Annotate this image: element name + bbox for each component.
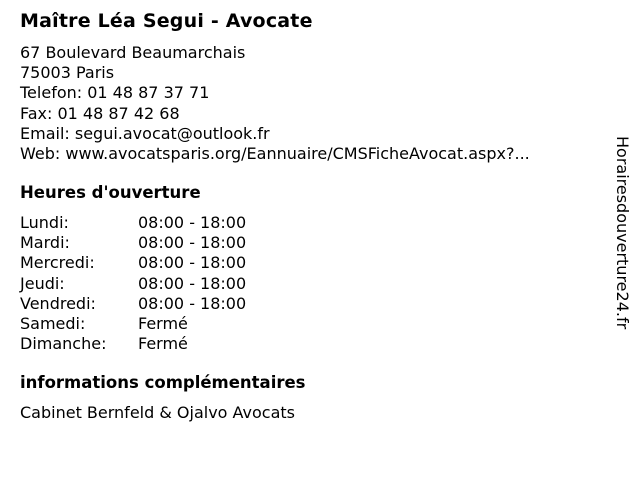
address-street: 67 Boulevard Beaumarchais (20, 43, 246, 62)
hours-row-monday (20, 213, 246, 233)
hours-row-sunday (20, 334, 246, 354)
hours-row-friday (20, 294, 246, 314)
fax-number: Fax: 01 48 87 42 68 (20, 103, 180, 123)
site-watermark: Horairesdouverture24.fr (613, 136, 632, 330)
phone-number: Telefon: 01 48 87 37 71 (20, 83, 210, 103)
day-hours: 08:00 - 18:00 (138, 213, 247, 232)
hours-row-tuesday (20, 233, 246, 253)
day-label: Jeudi: (20, 273, 65, 293)
email-address: Email: segui.avocat@outlook.fr (20, 123, 270, 143)
address-city: 75003 Paris (20, 63, 115, 83)
day-hours: 08:00 - 18:00 (138, 233, 247, 253)
additional-info-heading: informations complémentaires (20, 373, 306, 392)
day-hours: 08:00 - 18:00 (138, 273, 247, 293)
day-label: Vendredi: (20, 293, 96, 313)
hours-row-wednesday (20, 253, 246, 273)
day-hours: 08:00 - 18:00 (138, 293, 247, 313)
opening-hours-heading: Heures d'ouverture (20, 183, 201, 202)
day-label: Dimanche: (20, 334, 107, 354)
day-label: Samedi: (20, 314, 86, 334)
website-url: Web: www.avocatsparis.org/Eannuaire/CMSFicheAvocat.aspx?... (20, 144, 530, 164)
hours-row-thursday (20, 274, 246, 294)
day-hours: Fermé (138, 314, 188, 334)
day-label: Lundi: (20, 213, 69, 232)
contact-info (20, 43, 530, 164)
day-label: Mardi: (20, 233, 70, 253)
hours-row-saturday (20, 314, 246, 334)
day-hours: 08:00 - 18:00 (138, 253, 247, 273)
page-title: Maître Léa Segui - Avocate (20, 10, 313, 32)
additional-info-text: Cabinet Bernfeld & Ojalvo Avocats (20, 403, 296, 422)
day-label: Mercredi: (20, 253, 95, 273)
day-hours: Fermé (138, 334, 188, 354)
opening-hours-list (20, 213, 246, 354)
